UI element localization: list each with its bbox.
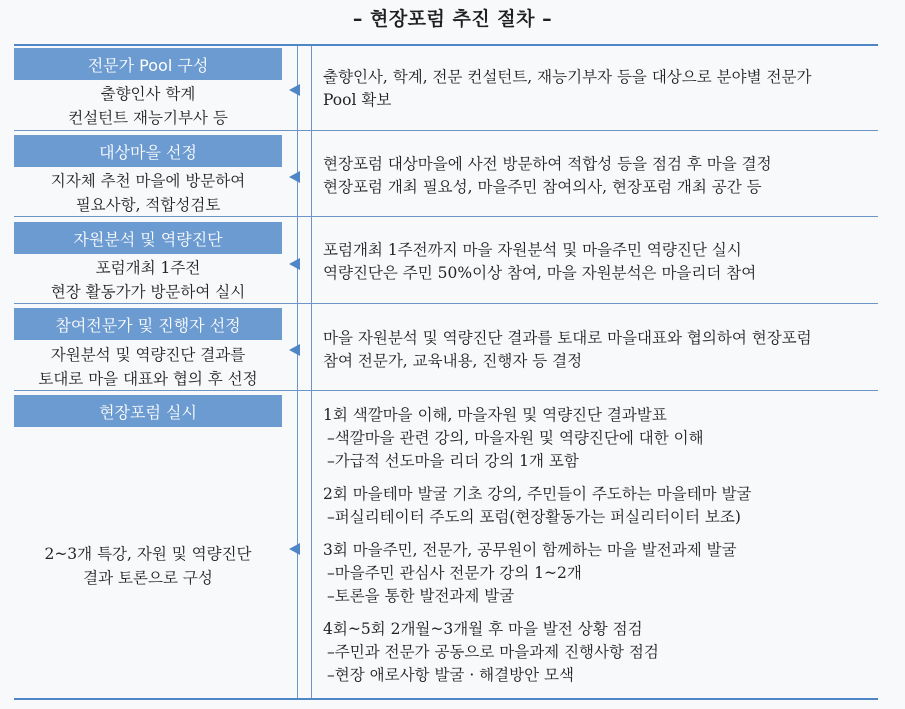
summary-line: 출향인사 학계 [100,85,196,103]
session-item: –퍼실리테이터 주도의 포럼(현장활동가는 퍼실리터이터 보조) [327,508,741,526]
summary-line: 결과 토론으로 구성 [83,569,213,587]
step-summary-village-selection [14,169,282,217]
procedure-table [14,44,878,700]
step-header-resource-analysis: 자원분석 및 역량진단 [14,222,282,254]
column-divider-2 [311,46,312,698]
step-summary-expert-selection [14,343,282,391]
session-title: 1회 색깔마을 이해, 마을자원 및 역량진단 결과발표 [323,406,667,424]
summary-line: 필요사항, 적합성검토 [75,196,221,214]
left-triangle-arrow-icon [289,84,300,96]
left-triangle-arrow-icon [289,543,300,555]
step-summary-resource-analysis [14,256,282,304]
left-triangle-arrow-icon [289,344,300,356]
session-item: –주민과 전문가 공동으로 마을과제 진행사항 점검 [327,643,659,661]
summary-line: 토대로 마을 대표와 협의 후 선정 [38,370,258,388]
forum-session-1 [323,404,875,473]
forum-session-3 [323,539,875,608]
column-divider-1 [297,46,298,698]
forum-session-2 [323,483,875,529]
detail-line: 출향인사, 학계, 전문 컨설턴트, 재능기부자 등을 대상으로 분야별 전문가 [323,68,812,86]
step-summary-expert-pool [14,82,282,130]
step-detail-village-selection [323,153,875,199]
detail-line: 포럼개최 1주전까지 마을 자원분석 및 마을주민 역량진단 실시 [323,241,742,259]
detail-line: Pool 확보 [323,91,392,109]
session-title: 3회 마을주민, 전문가, 공무원이 함께하는 마을 발전과제 발굴 [323,541,737,559]
summary-line: 컨설턴트 재능기부사 등 [68,109,228,127]
left-triangle-arrow-icon [289,171,300,183]
step-detail-resource-analysis [323,239,875,285]
summary-line: 현장 활동가가 방문하여 실시 [50,283,246,301]
summary-line: 2~3개 특강, 자원 및 역량진단 [44,545,252,563]
detail-line: 현장포럼 대상마을에 사전 방문하여 적합성 등을 점검 후 마을 결정 [323,155,772,173]
step-header-expert-selection: 참여전문가 및 진행자 선정 [14,308,282,340]
step-header-village-selection: 대상마을 선정 [14,135,282,167]
session-title: 4회~5회 2개월~3개월 후 마을 발전 상황 점검 [323,620,643,638]
left-triangle-arrow-icon [289,258,300,270]
step-header-expert-pool: 전문가 Pool 구성 [14,48,282,80]
session-title: 2회 마을테마 발굴 기초 강의, 주민들이 주도하는 마을테마 발굴 [323,485,752,503]
session-item: –색깔마을 관련 강의, 마을자원 및 역량진단에 대한 이해 [327,429,704,447]
step-detail-expert-selection [323,327,875,373]
row-divider [14,130,878,131]
step-header-forum: 현장포럼 실시 [14,395,282,427]
session-item: –마을주민 관심사 전문가 강의 1~2개 [327,564,582,582]
step-detail-expert-pool [323,66,875,112]
detail-line: 참여 전문가, 교육내용, 진행자 등 결정 [323,352,583,370]
detail-line: 역량진단은 주민 50%이상 참여, 마을 자원분석은 마을리더 참여 [323,264,757,282]
summary-line: 자원분석 및 역량진단 결과를 [50,346,246,364]
summary-line: 포럼개최 1주전 [95,259,201,277]
detail-line: 현장포럼 개최 필요성, 마을주민 참여의사, 현장포럼 개최 공간 등 [323,178,762,196]
summary-line: 지자체 추천 마을에 방문하여 [50,172,246,190]
page-title: – 현장포럼 추진 절차 – [352,8,553,30]
step-summary-forum [14,542,282,590]
forum-session-4 [323,618,875,687]
detail-line: 마을 자원분석 및 역량진단 결과를 토대로 마을대표와 협의하여 현장포럼 [323,329,812,347]
step-detail-forum [323,404,875,697]
session-item: –토론을 통한 발전과제 발굴 [327,587,515,605]
session-item: –현장 애로사항 발굴 · 해결방안 모색 [327,666,574,684]
session-item: –가급적 선도마을 리더 강의 1개 포함 [327,452,579,470]
